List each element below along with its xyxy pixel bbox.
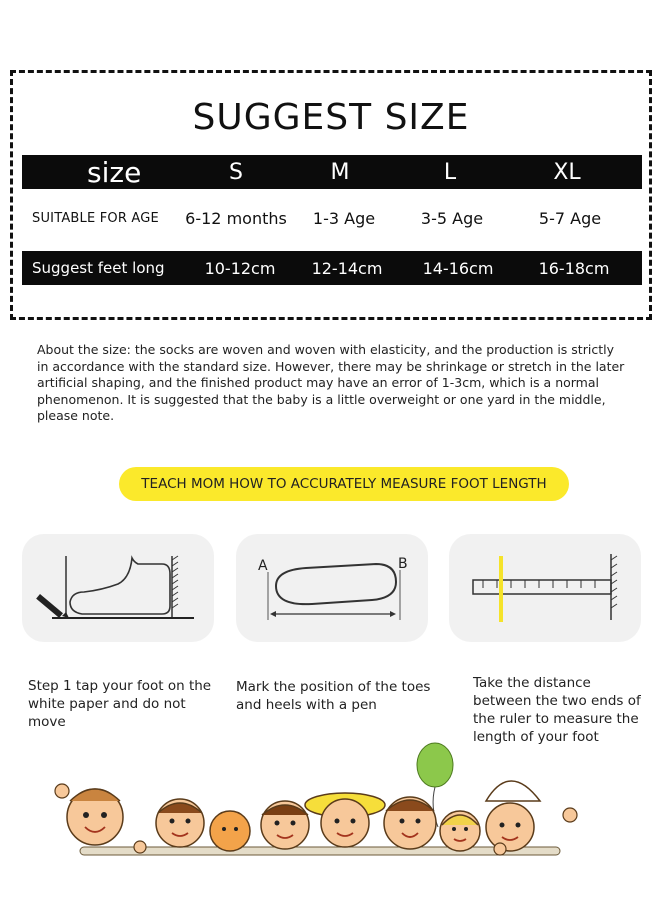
size-chart	[10, 70, 652, 320]
step2-text: Mark the position of the toes and heels with a pen	[236, 679, 431, 713]
foot-outline-icon	[22, 534, 214, 642]
size-m: M	[330, 159, 350, 185]
point-a-label: A	[258, 558, 268, 574]
feet-l: 14-16cm	[422, 258, 494, 278]
step2-card	[236, 534, 428, 642]
size-header-label: size	[87, 155, 142, 189]
feet-s: 10-12cm	[204, 258, 276, 278]
age-l: 3-5 Age	[420, 208, 484, 228]
feet-xl: 16-18cm	[538, 258, 610, 278]
feet-row-label: Suggest feet long	[32, 259, 165, 277]
ruler-icon	[449, 534, 641, 642]
step3-card	[449, 534, 641, 642]
size-l: L	[443, 159, 457, 185]
pen-icon	[36, 594, 69, 618]
age-row	[22, 201, 642, 235]
measure-banner: TEACH MOM HOW TO ACCURATELY MEASURE FOOT LENGTH	[119, 467, 569, 501]
age-row-label: SUITABLE FOR AGE	[32, 210, 159, 226]
about-size-text: About the size: the socks are woven and woven with elasticity, and the production is strictly in accordance with the standard size. However, there may be shrinkage or stretch in the later artificial shaping, and the finished product may have an error of 1-3cm, which is a normal phenomenon. It is suggested that the baby is a little overweight or one yard in the middle, please note.	[37, 342, 625, 423]
step1-text: Step 1 tap your foot on the white paper and do not move	[28, 678, 212, 730]
footprint-icon	[236, 534, 428, 642]
step3-text: Take the distance between the two ends of the ruler to measure the length of your foot	[473, 675, 641, 745]
age-s: 6-12 months	[185, 208, 287, 228]
size-xl: XL	[553, 159, 581, 185]
size-s: S	[229, 159, 243, 185]
point-b-label: B	[398, 556, 408, 572]
children-illustration	[40, 735, 600, 885]
feet-row	[22, 251, 642, 285]
age-xl: 5-7 Age	[538, 208, 602, 228]
size-header-row	[22, 155, 642, 189]
step1-card	[22, 534, 214, 642]
feet-m: 12-14cm	[311, 258, 383, 278]
chart-title: SUGGEST SIZE	[192, 97, 470, 138]
age-m: 1-3 Age	[312, 208, 376, 228]
